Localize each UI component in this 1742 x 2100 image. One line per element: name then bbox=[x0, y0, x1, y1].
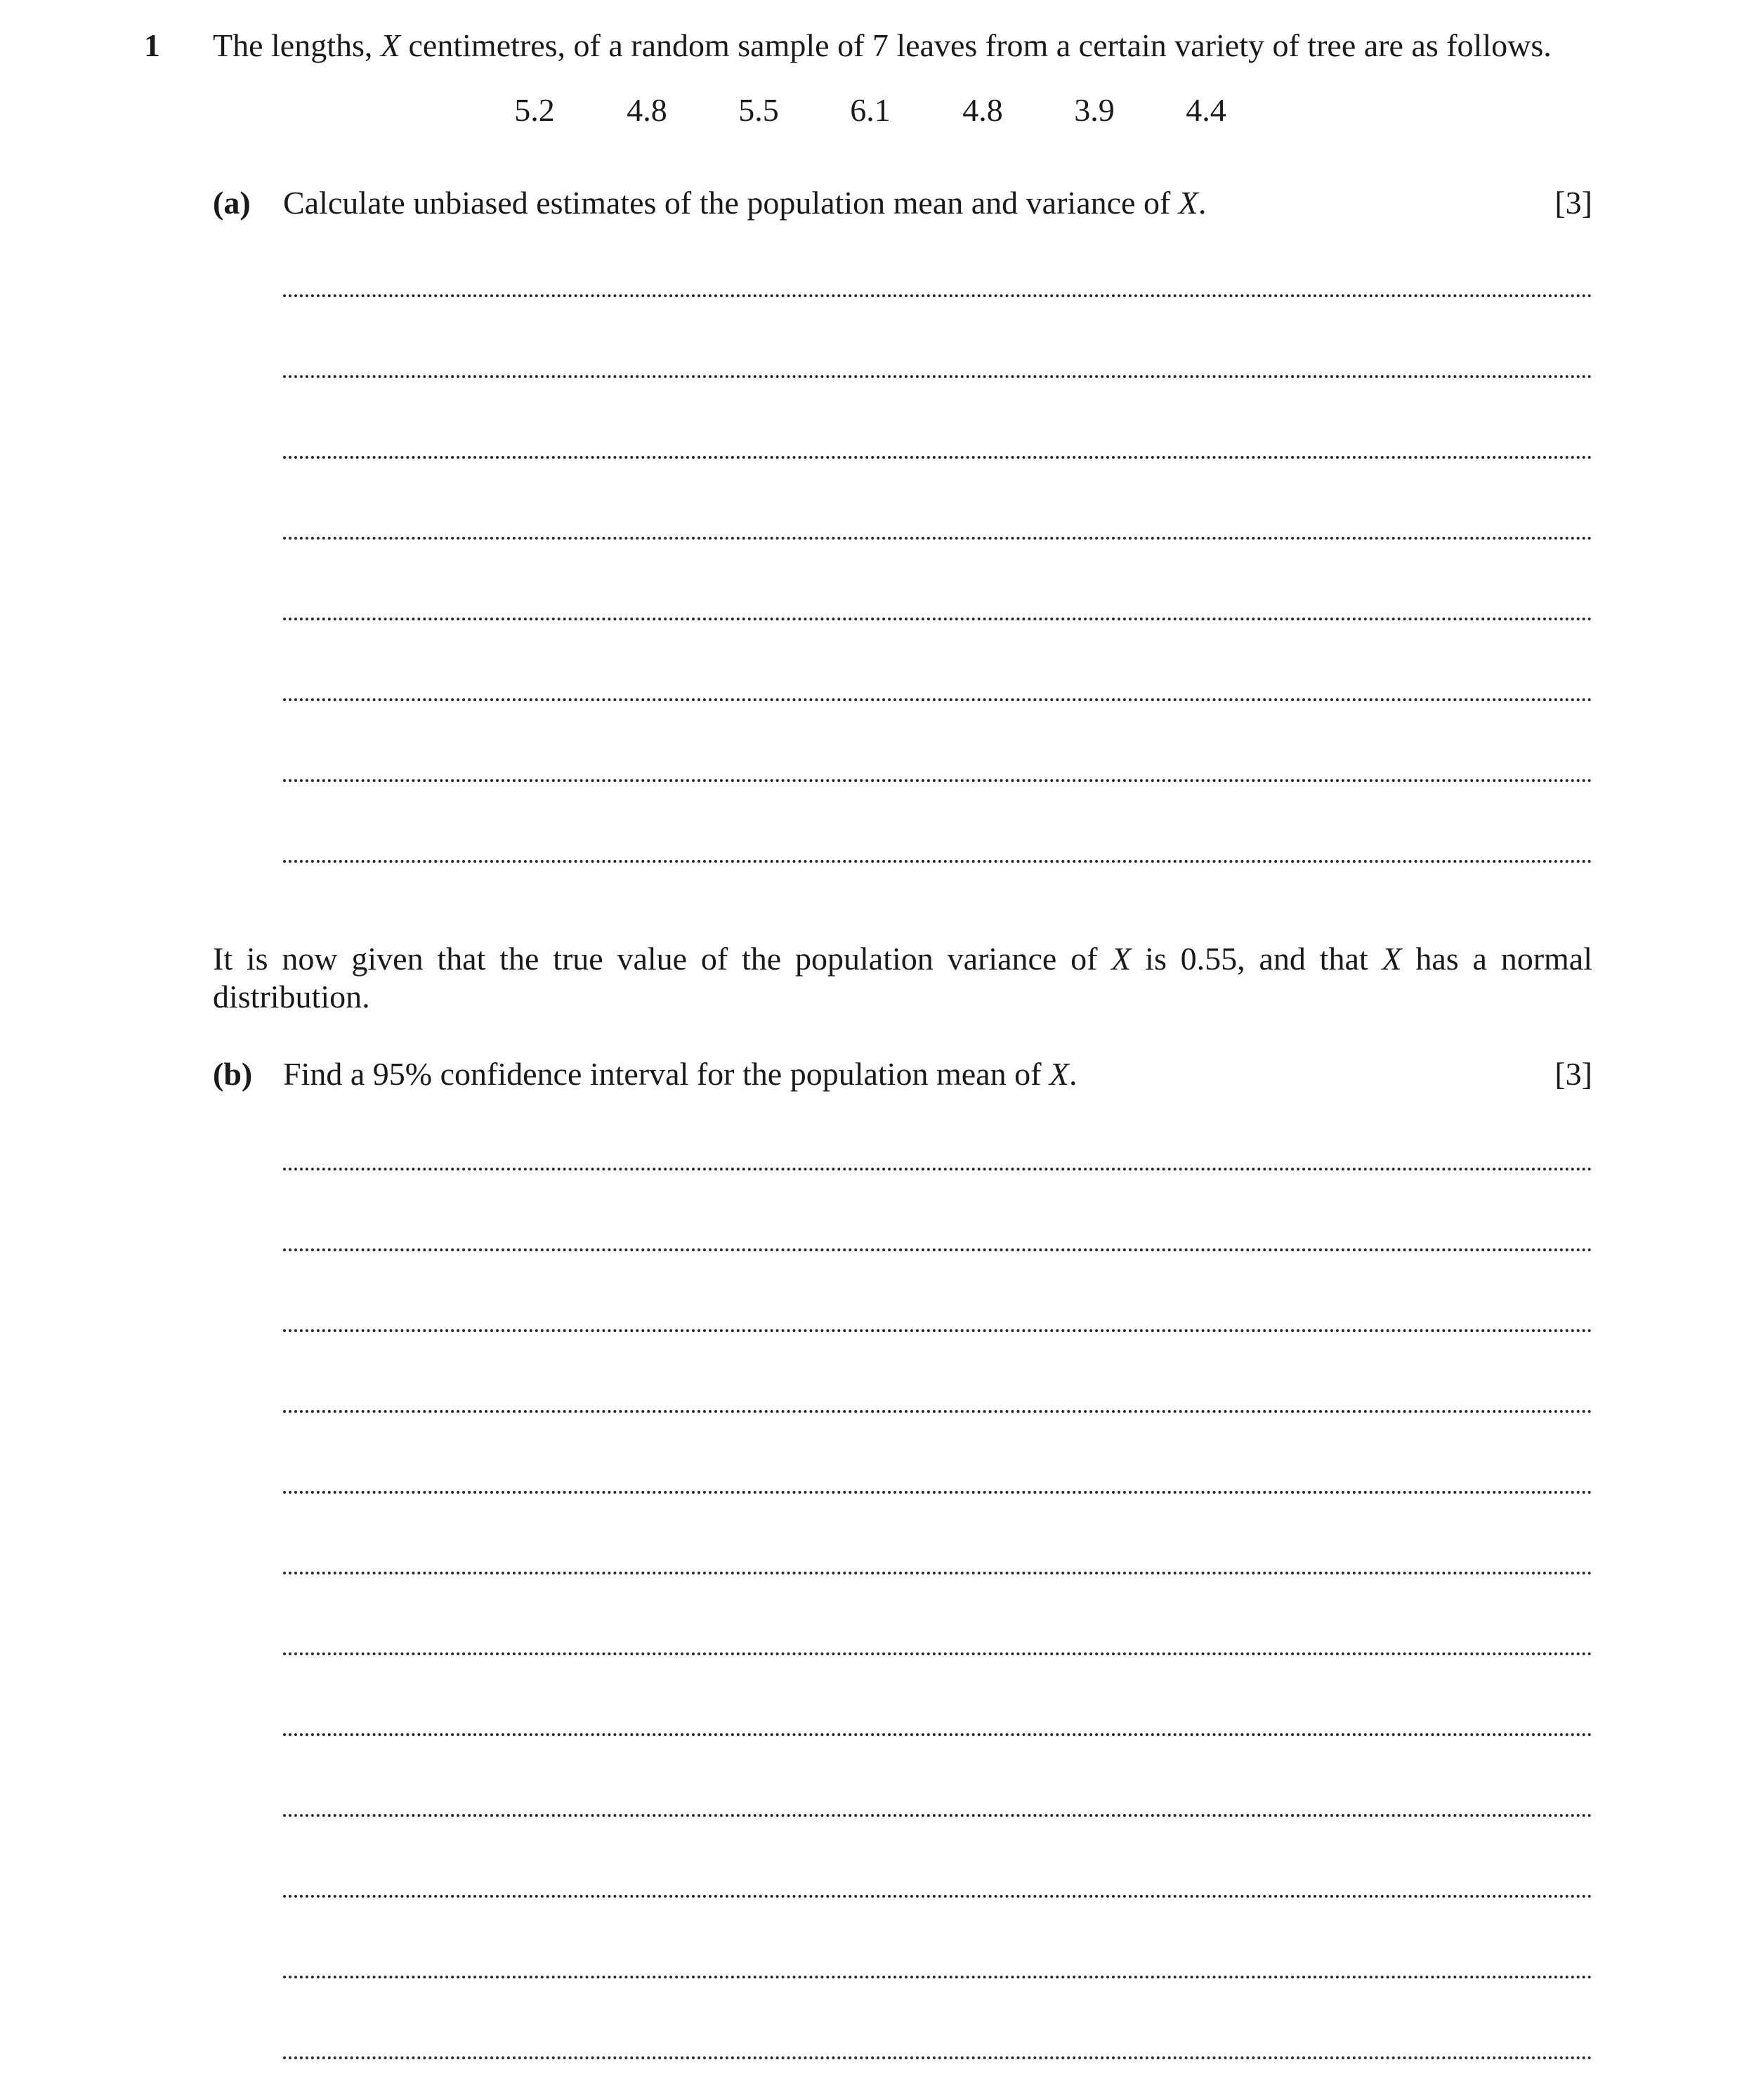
data-value: 4.8 bbox=[627, 92, 667, 128]
variable-x: X bbox=[1382, 941, 1402, 977]
variable-x: X bbox=[1111, 941, 1132, 977]
part-a-label: (a) bbox=[213, 185, 251, 221]
answer-line[interactable] bbox=[283, 1248, 1592, 1251]
variable-x: X bbox=[1049, 1056, 1069, 1092]
given-paragraph bbox=[213, 940, 1592, 1016]
answer-line[interactable] bbox=[283, 1895, 1592, 1898]
intro-text-1: The lengths, bbox=[213, 27, 381, 63]
part-b-marks: [3] bbox=[1554, 1056, 1592, 1092]
answer-line[interactable] bbox=[283, 2056, 1592, 2059]
variable-x: X bbox=[380, 27, 401, 63]
part-a-question bbox=[283, 184, 1206, 222]
intro-text-2: centimetres, of a random sample of 7 leaves from a certain variety of tree are as follows. bbox=[400, 27, 1552, 63]
part-a-period: . bbox=[1198, 185, 1207, 221]
answer-line[interactable] bbox=[283, 294, 1592, 297]
question-number: 1 bbox=[144, 27, 160, 63]
part-b-label: (b) bbox=[213, 1056, 253, 1092]
answer-line[interactable] bbox=[283, 1572, 1592, 1574]
answer-line[interactable] bbox=[283, 375, 1592, 378]
answer-line[interactable] bbox=[283, 698, 1592, 701]
answer-line[interactable] bbox=[283, 1168, 1592, 1170]
answer-line[interactable] bbox=[283, 537, 1592, 540]
answer-line[interactable] bbox=[283, 456, 1592, 459]
data-value: 3.9 bbox=[1074, 92, 1115, 128]
answer-line[interactable] bbox=[283, 860, 1592, 863]
part-b-period: . bbox=[1069, 1056, 1078, 1092]
data-value: 5.2 bbox=[514, 92, 555, 128]
question-intro bbox=[213, 27, 1552, 65]
answer-line[interactable] bbox=[283, 1976, 1592, 1978]
answer-line[interactable] bbox=[283, 618, 1592, 620]
part-b-text: Find a 95% confidence interval for the population mean of bbox=[283, 1056, 1049, 1092]
answer-line[interactable] bbox=[283, 1814, 1592, 1817]
data-value: 4.8 bbox=[962, 92, 1003, 128]
answer-line[interactable] bbox=[283, 1652, 1592, 1655]
data-value: 5.5 bbox=[738, 92, 779, 128]
variable-x: X bbox=[1178, 185, 1198, 221]
data-value: 4.4 bbox=[1186, 92, 1226, 128]
part-a-text: Calculate unbiased estimates of the population mean and variance of bbox=[283, 185, 1179, 221]
sample-data-row bbox=[0, 91, 1742, 129]
answer-line[interactable] bbox=[283, 1733, 1592, 1736]
part-a-marks: [3] bbox=[1554, 185, 1592, 221]
answer-line[interactable] bbox=[283, 1329, 1592, 1332]
answer-line[interactable] bbox=[283, 1491, 1592, 1494]
answer-line[interactable] bbox=[283, 779, 1592, 782]
given-text-1: It is now given that the true value of the population variance of bbox=[213, 941, 1112, 977]
given-text-2: is 0.55, and that bbox=[1131, 941, 1382, 977]
answer-line[interactable] bbox=[283, 1410, 1592, 1413]
data-value: 6.1 bbox=[850, 92, 891, 128]
given-text-3: has a normal distribution. bbox=[213, 941, 1592, 1015]
part-b-question bbox=[283, 1055, 1078, 1093]
